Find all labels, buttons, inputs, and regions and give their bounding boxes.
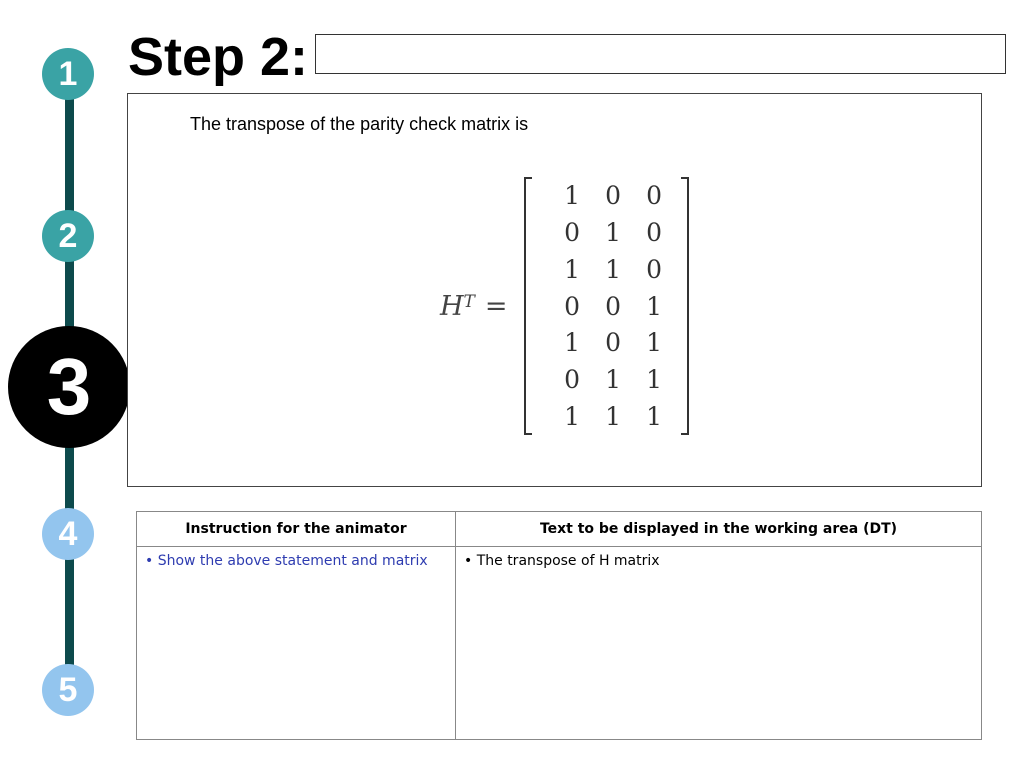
matrix-cell: 1 — [646, 402, 662, 432]
matrix-cell: 0 — [605, 328, 621, 358]
matrix-cell: 1 — [564, 328, 580, 358]
instruction-table — [136, 511, 982, 740]
step-4-circle[interactable]: 4 — [42, 508, 94, 560]
matrix-row — [552, 177, 675, 214]
step-3-circle-current[interactable]: 3 — [8, 326, 130, 448]
matrix-cell: 1 — [605, 254, 621, 284]
matrix-cell: 1 — [564, 180, 580, 210]
matrix-cell: 0 — [646, 180, 662, 210]
table-header-row — [137, 512, 982, 547]
header-display-text: Text to be displayed in the working area (DT) — [456, 512, 982, 547]
matrix-cell: 1 — [646, 365, 662, 395]
matrix-cell: 0 — [564, 217, 580, 247]
matrix-row — [552, 251, 675, 288]
matrix-cell: 1 — [605, 217, 621, 247]
matrix-cell: 0 — [646, 254, 662, 284]
matrix-row — [552, 214, 675, 251]
lhs-variable: H — [440, 290, 464, 322]
matrix-row — [552, 288, 675, 325]
header-instruction: Instruction for the animator — [137, 512, 456, 547]
matrix-cell: 1 — [605, 402, 621, 432]
statement-text: The transpose of the parity check matrix is — [190, 114, 529, 134]
step-title-box — [315, 34, 1006, 74]
matrix-row — [552, 398, 675, 435]
step-1-circle[interactable]: 1 — [42, 48, 94, 100]
matrix-cell: 1 — [564, 402, 580, 432]
matrix-row — [552, 361, 675, 398]
step-title: Step 2: — [128, 27, 309, 87]
equals-sign: = — [484, 290, 508, 322]
display-text: • The transpose of H matrix — [464, 553, 660, 569]
left-bracket — [524, 177, 532, 435]
table-row — [137, 547, 982, 740]
transpose-matrix — [532, 177, 681, 435]
right-bracket — [681, 177, 689, 435]
instruction-text: • Show the above statement and matrix — [145, 553, 428, 569]
matrix-cell: 0 — [605, 180, 621, 210]
matrix-cell: 1 — [646, 291, 662, 321]
matrix-cell: 0 — [646, 217, 662, 247]
display-text-cell — [456, 547, 982, 740]
matrix-cell: 0 — [564, 291, 580, 321]
step-2-circle[interactable]: 2 — [42, 210, 94, 262]
matrix-cell: 1 — [646, 328, 662, 358]
matrix-cell: 1 — [605, 365, 621, 395]
matrix-cell: 0 — [605, 291, 621, 321]
matrix-equation — [440, 174, 689, 438]
equation-lhs — [440, 291, 508, 322]
instruction-cell — [137, 547, 456, 740]
step-5-circle[interactable]: 5 — [42, 664, 94, 716]
lhs-superscript: T — [463, 292, 475, 312]
matrix-cell: 0 — [564, 365, 580, 395]
content-box — [127, 93, 982, 487]
matrix-cell: 1 — [564, 254, 580, 284]
matrix-row — [552, 324, 675, 361]
